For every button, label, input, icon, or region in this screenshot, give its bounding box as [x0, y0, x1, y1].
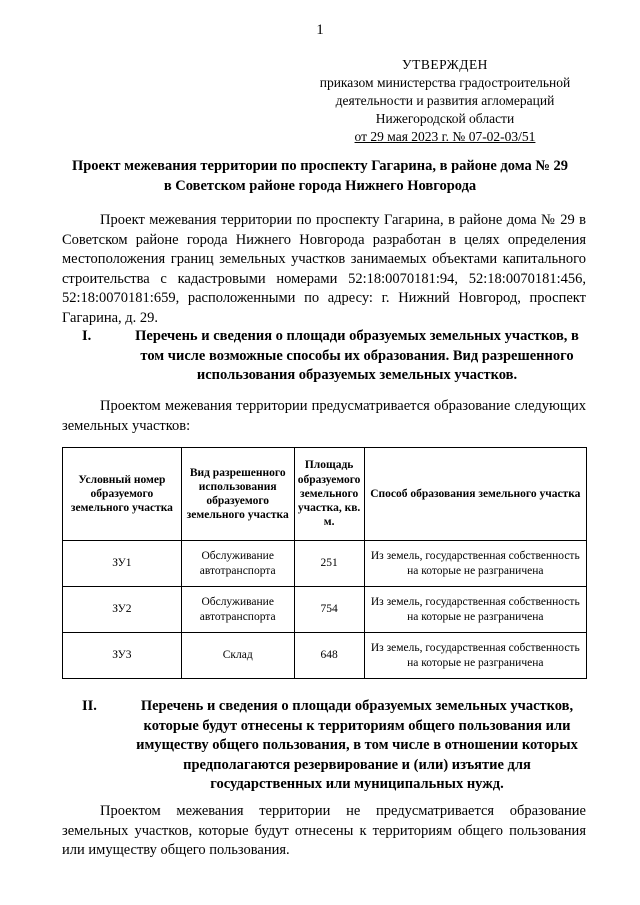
section-2-paragraph: Проектом межевания территории не предусматривается образование земельных участков, которые будут отнесены к территориям общего пользования или имуществу общего пользования.: [62, 803, 586, 859]
table-row: [63, 541, 587, 587]
cell-permitted-use: Обслуживание автотранспорта: [181, 541, 294, 587]
cell-area: 754: [294, 587, 364, 633]
approval-line-1: приказом министерства градостроительной: [319, 75, 571, 90]
approval-date-line: от 29 мая 2023 г. № 07-02-03/51: [354, 129, 536, 144]
approval-line-2: деятельности и развития агломераций: [335, 93, 555, 108]
cell-permitted-use: Обслуживание автотранспорта: [181, 587, 294, 633]
section-2-title: Перечень и сведения о площади образуемых земельных участков, которые будут отнесены к территориям общего пользования или имуществу общего пользования, в том числе в отношении которых предполагаются резервирование и (или) изъятие для государственных или муниципальных нужд.: [136, 698, 578, 792]
cell-area: 251: [294, 541, 364, 587]
approval-stamp: [300, 56, 590, 146]
title-line-2: в Советском районе города Нижнего Новгорода: [163, 178, 477, 194]
approval-line-3: Нижегородской области: [375, 111, 515, 126]
section-2-number: II.: [82, 698, 97, 714]
cell-formation-method: Из земель, государственная собственность на которые не разграничена: [364, 587, 586, 633]
intro-paragraph: Проект межевания территории по проспекту Гагарина, в районе дома № 29 в Советском районе города Нижнего Новгорода разработан в целях определения местоположения границ земельных участков занимаемых объектами капитального строительства с кадастровыми номерами 52:18:0070181:94, 52:18:0070181:456, 52:18:0070181:659, расположенными по адресу: г. Нижний Новгород, проспект Гагарина, д. 29.: [62, 212, 586, 326]
header-permitted-use: Вид разрешенного использования образуемого земельного участка: [181, 448, 294, 541]
cell-plot-number: ЗУ1: [63, 541, 182, 587]
land-plots-table: [62, 447, 587, 679]
section-1-number: I.: [82, 328, 92, 344]
section-1-paragraph: Проектом межевания территории предусматривается образование следующих земельных участков:: [62, 398, 586, 434]
section-1-title: Перечень и сведения о площади образуемых земельных участков, в том числе возможные способы их образования. Вид разрешенного использования образуемых земельных участков.: [135, 328, 579, 383]
cell-plot-number: ЗУ3: [63, 633, 182, 679]
section-1-heading: [62, 327, 586, 386]
header-plot-number: Условный номер образуемого земельного участка: [63, 448, 182, 541]
title-line-1: Проект межевания территории по проспекту Гагарина, в районе дома № 29: [71, 158, 569, 174]
table-header-row: [63, 448, 587, 541]
cell-formation-method: Из земель, государственная собственность на которые не разграничена: [364, 633, 586, 679]
header-area: Площадь образуемого земельного участка, кв. м.: [294, 448, 364, 541]
document-title: [40, 156, 600, 196]
cell-permitted-use: Склад: [181, 633, 294, 679]
table-row: [63, 633, 587, 679]
section-2-heading: [62, 697, 586, 795]
approval-heading: УТВЕРЖДЕН: [402, 57, 488, 72]
table-row: [63, 587, 587, 633]
header-formation-method: Способ образования земельного участка: [364, 448, 586, 541]
cell-formation-method: Из земель, государственная собственность на которые не разграничена: [364, 541, 586, 587]
cell-area: 648: [294, 633, 364, 679]
cell-plot-number: ЗУ2: [63, 587, 182, 633]
page-number: 1: [316, 22, 324, 38]
